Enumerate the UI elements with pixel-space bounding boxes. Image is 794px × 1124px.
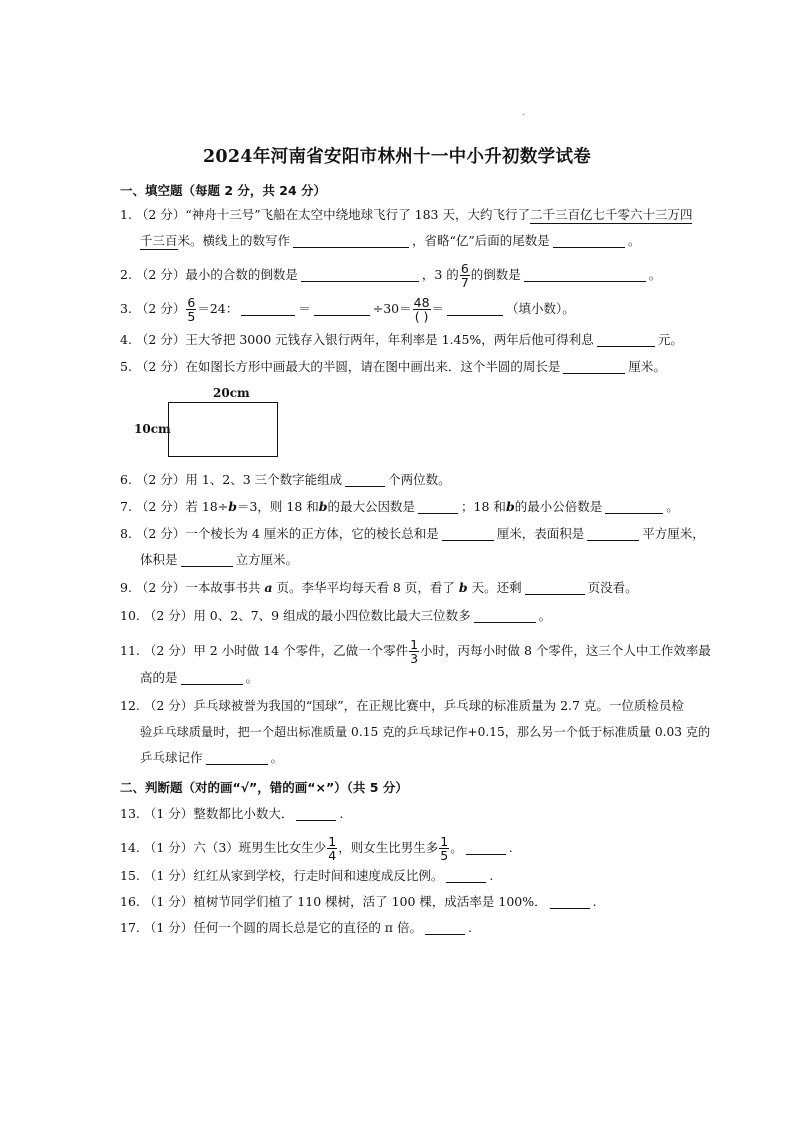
question-8: 8. （2 分）一个棱长为 4 厘米的正方体，它的棱长总和是 厘米，表面积是 平方厘米，	[120, 526, 705, 541]
answer-blank[interactable]	[293, 234, 409, 248]
question-10: 10. （2 分）用 0、2、7、9 组成的最小四位数比最大三位数多 。	[120, 608, 552, 623]
rectangle-height-label: 10cm	[134, 422, 171, 436]
question-1-cont: 千三百米。横线上的数写作 ，省略“亿”后面的尾数是 。	[140, 233, 641, 248]
fraction: $\frac{48}{( )}$	[413, 295, 430, 324]
section-heading-judgement: 二、判断题（对的画“√”，错的画“×”）（共 5 分）	[120, 780, 408, 795]
answer-blank[interactable]	[418, 500, 458, 514]
answer-blank[interactable]	[206, 751, 268, 765]
question-11: 11. （2 分）甲 2 小时做 14 个零件，乙做一个零件 $\frac{1}{3}$ 小时，丙每小时做 8 个零件，这三个人中工作效率最	[120, 637, 711, 666]
answer-blank[interactable]	[605, 500, 663, 514]
rectangle-figure	[168, 402, 278, 457]
answer-blank[interactable]	[314, 302, 370, 316]
answer-blank[interactable]	[474, 609, 536, 623]
question-5: 5. （2 分）在如图长方形中画最大的半圆，请在图中画出来．这个半圆的周长是 厘米。	[120, 359, 666, 374]
question-3: 3. （2 分） $\frac{6}{5}$ ＝24： ＝ ÷30＝ $\frac{48}{( )}$ ＝ （填小数）。	[120, 295, 575, 324]
answer-blank[interactable]	[447, 302, 503, 316]
question-11-cont: 高的是 。	[140, 670, 259, 685]
fraction: $\frac{6}{7}$	[460, 261, 469, 290]
section-heading-fill-in: 一、填空题（每题 2 分，共 24 分）	[120, 183, 327, 198]
answer-blank[interactable]	[587, 527, 639, 541]
fraction: $\frac{1}{5}$	[440, 834, 449, 863]
answer-blank[interactable]	[181, 553, 233, 567]
question-13: 13. （1 分）整数都比小数大． .	[120, 806, 344, 821]
answer-blank[interactable]	[563, 360, 625, 374]
question-1: 1. （2 分）“神舟十三号”飞船在太空中绕地球飞行了 183 天，大约飞行了二千三百亿七千零六十三万四	[120, 207, 693, 222]
fraction: $\frac{1}{4}$	[328, 834, 337, 863]
answer-blank[interactable]	[241, 302, 295, 316]
answer-blank[interactable]	[525, 581, 585, 595]
question-16: 16. （1 分）植树节同学们植了 110 棵树，活了 100 棵，成活率是 100%． .	[120, 894, 597, 909]
question-12: 12. （2 分）乒乓球被誉为我国的“国球”，在正规比赛中，乒乓球的标准质量为 2.7 克。一位质检员检	[120, 698, 684, 713]
question-12-cont2: 乒乓球记作 。	[140, 750, 284, 765]
answer-blank[interactable]	[345, 473, 385, 487]
question-14: 14. （1 分）六（3）班男生比女生少 $\frac{1}{4}$ ，则女生比男生多 $\frac{1}{5}$ 。 .	[120, 834, 513, 863]
answer-blank[interactable]	[597, 333, 655, 347]
answer-blank[interactable]	[446, 869, 486, 883]
question-2: 2. （2 分）最小的合数的倒数是 ，3 的 $\frac{6}{7}$ 的倒数是 。	[120, 261, 662, 290]
fraction: $\frac{1}{3}$	[410, 637, 419, 666]
question-15: 15. （1 分）红红从家到学校，行走时间和速度成反比例。 .	[120, 868, 494, 883]
question-4: 4. （2 分）王大爷把 3000 元钱存入银行两年，年利率是 1.45%，两年后他可得利息 元。	[120, 332, 683, 347]
answer-blank[interactable]	[553, 234, 625, 248]
rectangle-width-label: 20cm	[213, 386, 250, 400]
answer-blank[interactable]	[301, 268, 419, 282]
question-8-cont: 体积是 立方厘米。	[140, 552, 299, 567]
page-title: 2024年河南省安阳市林州十一中小升初数学试卷	[202, 147, 592, 167]
question-9: 9. （2 分）一本故事书共 a 页。李华平均每天看 8 页，看了 b 天。还剩 页没看。	[120, 580, 638, 595]
question-7: 7. （2 分）若 18÷b＝3，则 18 和b的最大公因数是 ；18 和b的最小公倍数是 。	[120, 499, 679, 514]
fraction: $\frac{6}{5}$	[187, 295, 196, 324]
answer-blank[interactable]	[550, 895, 590, 909]
answer-blank[interactable]	[296, 807, 336, 821]
question-12-cont: 验乒乓球质量时，把一个超出标准质量 0.15 克的乒乓球记作+0.15，那么另一个低于标准质量 0.03 克的	[140, 725, 711, 739]
answer-blank[interactable]	[442, 527, 494, 541]
answer-blank[interactable]	[524, 268, 646, 282]
answer-blank[interactable]	[181, 671, 243, 685]
question-17: 17. （1 分）任何一个圆的周长总是它的直径的 π 倍。 .	[120, 920, 472, 935]
question-6: 6. （2 分）用 1、2、3 三个数字能组成 个两位数。	[120, 472, 451, 487]
underlined-number: 二千三百亿七千零六十三万四	[529, 207, 693, 222]
header-mark: .	[522, 108, 525, 118]
answer-blank[interactable]	[425, 921, 465, 935]
answer-blank[interactable]	[466, 841, 506, 855]
